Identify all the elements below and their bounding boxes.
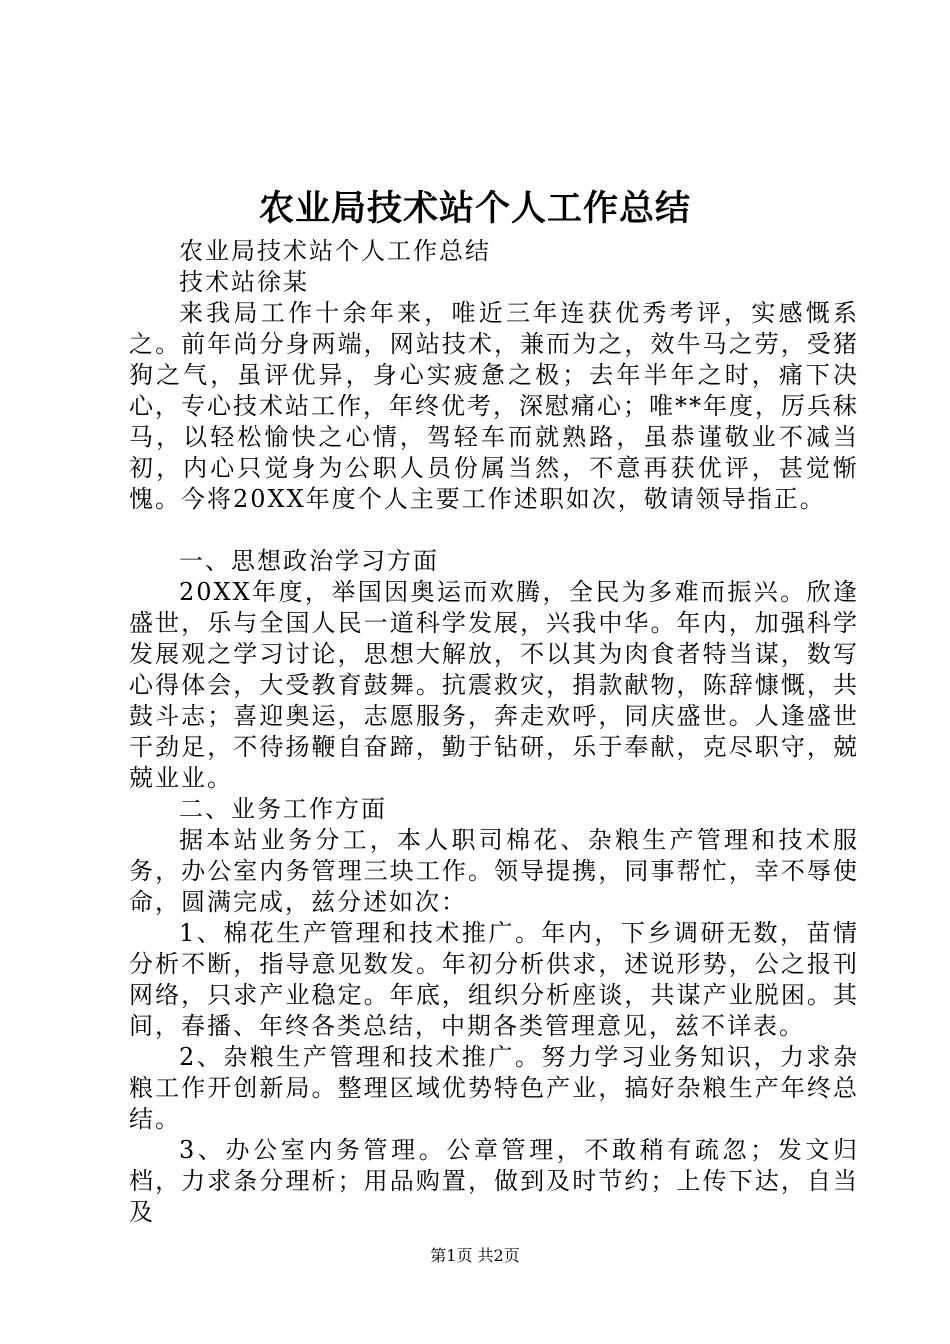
body-paragraph-political-study: 20XX年度，举国因奥运而欢腾，全民为多难而振兴。欣逢盛世，乐与全国人民一道科学发展，兴我中华。年内，加强科学发展观之学习讨论，思想大解放，不以其为肉食者特当谋，数写心得体会，大受教育鼓舞。抗震救灾，捐款献物，陈辞慷慨，共鼓斗志；喜迎奥运，志愿服务，奔走欢呼，同庆盛世。人逢盛世干劲足，不待扬鞭自奋蹄，勤于钻研，乐于奉献，克尽职守，兢兢业业。 xyxy=(129,578,859,792)
body-paragraph-business-intro: 据本站业务分工，本人职司棉花、杂粮生产管理和技术服务，办公室内务管理三块工作。领导提携，同事帮忙，幸不辱使命，圆满完成，兹分述如次： xyxy=(129,826,859,916)
section-heading-business-work: 二、业务工作方面 xyxy=(179,795,387,823)
body-paragraph-cotton: 1、棉花生产管理和技术推广。年内，下乡调研无数，苗情分析不断，指导意见数发。年初分析供求，述说形势，公之报刊网络，只求产业稳定。年底，组织分析座谈，共谋产业脱困。其间，春播、年终各类总结，中期各类管理意见，兹不详表。 xyxy=(129,919,859,1040)
document-title: 农业局技术站个人工作总结 xyxy=(258,188,691,229)
body-paragraph-intro: 来我局工作十余年来，唯近三年连获优秀考评，实感慨系之。前年尚分身两端，网站技术，兼而为之，效牛马之劳，受猪狗之气，虽评优异，身心实疲惫之极；去年半年之时，痛下决心，专心技术站工作，年终优考，深慰痛心；唯**年度，厉兵秣马，以轻松愉快之心情，驾轻车而就熟路，虽恭谨敬业不减当初，内心只觉身为公职人员份属当然，不意再获优评，甚觉惭愧。今将20XX年度个人主要工作述职如次，敬请领导指正。 xyxy=(129,299,859,513)
body-paragraph-grain: 2、杂粮生产管理和技术推广。努力学习业务知识，力求杂粮工作开创新局。整理区域优势特色产业，搞好杂粮生产年终总结。 xyxy=(129,1043,859,1133)
body-paragraph-author: 技术站徐某 xyxy=(179,268,309,296)
document-body xyxy=(129,236,859,1228)
section-heading-political-study: 一、思想政治学习方面 xyxy=(179,547,439,575)
body-paragraph-subtitle: 农业局技术站个人工作总结 xyxy=(179,237,491,265)
body-paragraph-office: 3、办公室内务管理。公章管理，不敢稍有疏忽；发文归档，力求条分理析；用品购置，做到及时节约；上传下达，自当及 xyxy=(129,1136,859,1226)
page-footer: 第1页 共2页 xyxy=(430,1246,520,1265)
